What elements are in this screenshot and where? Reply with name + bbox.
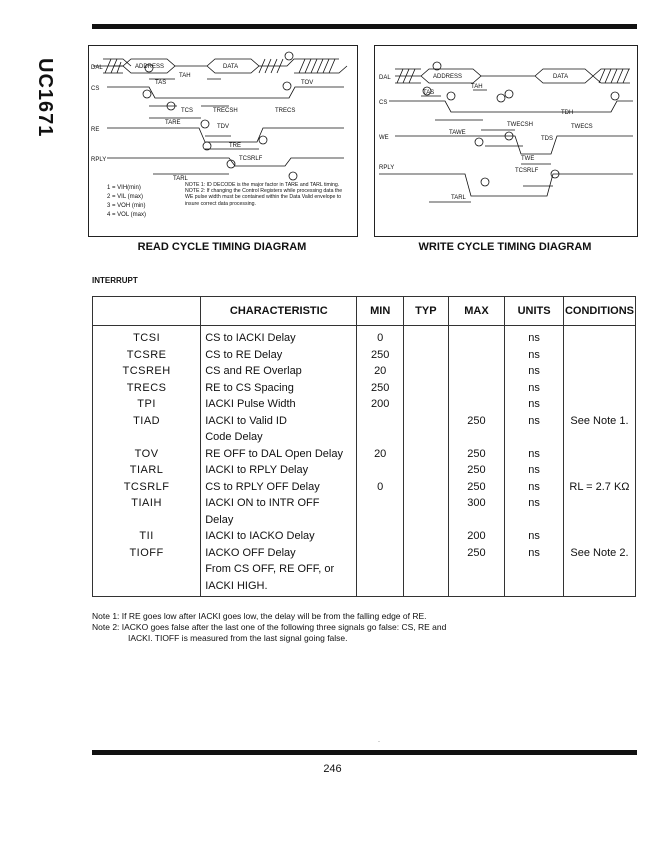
cell-units: ns <box>505 415 564 432</box>
header-min: MIN <box>357 297 404 326</box>
header-typ: TYP <box>404 297 449 326</box>
cell-typ <box>404 398 449 415</box>
tah-label: TAH <box>179 73 191 79</box>
w-twecsh-label: TWECSH <box>507 122 533 128</box>
table-row <box>93 448 636 465</box>
cell-max: 250 <box>448 415 505 432</box>
cell-max <box>448 349 505 366</box>
tre-label: TRE <box>229 143 241 149</box>
cell-characteristic: CS to RPLY OFF Delay <box>201 481 357 498</box>
read-note-1: NOTE 1: ID DECODE is the major factor in TARE and TARL timing. <box>185 182 340 188</box>
cell-characteristic: IACKI to Valid ID <box>201 415 357 432</box>
w-dal-signal-label: DAL <box>379 75 391 81</box>
cell-symbol: TCSI <box>93 332 201 349</box>
cell-characteristic: IACKI to IACKO Delay <box>201 530 357 547</box>
cell-characteristic: CS to IACKI Delay <box>201 332 357 349</box>
cell-min: 20 <box>357 448 404 465</box>
cell-conditions <box>563 365 635 382</box>
table-row <box>93 580 636 597</box>
cell-max <box>448 563 505 580</box>
address-bus-label: ADDRESS <box>135 64 165 70</box>
cell-characteristic: IACKI to RPLY Delay <box>201 464 357 481</box>
cell-symbol: TRECS <box>93 382 201 399</box>
table-row <box>93 382 636 399</box>
cell-typ <box>404 547 449 564</box>
notes <box>92 611 637 644</box>
cell-min: 250 <box>357 349 404 366</box>
header-characteristic: CHARACTERISTIC <box>201 297 357 326</box>
cell-typ <box>404 431 449 448</box>
cell-max: 250 <box>448 547 505 564</box>
cell-symbol: TPI <box>93 398 201 415</box>
cell-units <box>505 563 564 580</box>
w-address-bus-label: ADDRESS <box>433 74 463 80</box>
write-cycle-waveforms <box>375 46 637 236</box>
cell-conditions <box>563 497 635 514</box>
table-row <box>93 563 636 580</box>
cell-symbol: TII <box>93 530 201 547</box>
cell-typ <box>404 497 449 514</box>
cell-min: 0 <box>357 481 404 498</box>
w-rply-signal-label: RPLY <box>379 165 395 171</box>
cell-characteristic: IACKI ON to INTR OFF <box>201 497 357 514</box>
cell-units: ns <box>505 398 564 415</box>
cell-min: 0 <box>357 332 404 349</box>
cell-conditions <box>563 448 635 465</box>
cs-signal-label: CS <box>91 86 100 92</box>
cell-symbol: TIAIH <box>93 497 201 514</box>
header-max: MAX <box>448 297 505 326</box>
cell-typ <box>404 563 449 580</box>
cell-characteristic: IACKI HIGH. <box>201 580 357 597</box>
cell-max <box>448 398 505 415</box>
w-tcsrlf-label: TCSRLF <box>515 168 539 174</box>
page-number: 246 <box>323 763 342 775</box>
cell-units <box>505 580 564 597</box>
read-note-2: NOTE 2: If changing the Control Registers while processing data the WE pulse width must be contained within the Data Valid envelope to insure correct data processing. <box>185 188 343 207</box>
w-tawe-label: TAWE <box>449 130 466 136</box>
cell-conditions <box>563 332 635 349</box>
cell-units: ns <box>505 382 564 399</box>
cell-max <box>448 514 505 531</box>
w-tas-label: TAS <box>423 90 435 96</box>
cell-conditions <box>563 382 635 399</box>
cell-max: 200 <box>448 530 505 547</box>
cell-conditions: See Note 2. <box>563 547 635 564</box>
cell-characteristic: Delay <box>201 514 357 531</box>
cell-typ <box>404 332 449 349</box>
cell-symbol: TCSRE <box>93 349 201 366</box>
cell-max <box>448 332 505 349</box>
w-twecs-label: TWECS <box>571 124 593 130</box>
cell-symbol: TIAD <box>93 415 201 432</box>
cell-characteristic: Code Delay <box>201 431 357 448</box>
table-row <box>93 530 636 547</box>
header-conditions: CONDITIONS <box>563 297 635 326</box>
cell-units: ns <box>505 497 564 514</box>
cell-typ <box>404 530 449 547</box>
re-signal-label: RE <box>91 127 100 133</box>
write-cycle-diagram <box>374 45 638 237</box>
table-row <box>93 349 636 366</box>
cell-conditions <box>563 563 635 580</box>
w-tdh-label: TDH <box>561 110 574 116</box>
cell-symbol: TIOFF <box>93 547 201 564</box>
cell-units: ns <box>505 464 564 481</box>
data-bus-label: DATA <box>223 64 239 70</box>
tcsrlf-label: TCSRLF <box>239 156 263 162</box>
w-tarl-label: TARL <box>451 195 466 201</box>
rply-signal-label: RPLY <box>91 157 107 163</box>
cell-conditions <box>563 431 635 448</box>
trecsh-label: TRECSH <box>213 108 238 114</box>
cell-symbol: TCSRLF <box>93 481 201 498</box>
cell-min <box>357 497 404 514</box>
w-tds-label: TDS <box>541 136 553 142</box>
cell-symbol <box>93 563 201 580</box>
cell-conditions <box>563 530 635 547</box>
cell-characteristic: IACKO OFF Delay <box>201 547 357 564</box>
cell-min <box>357 431 404 448</box>
cell-max: 250 <box>448 448 505 465</box>
note-2-cont: IACKI. TIOFF is measured from the last signal going false. <box>128 633 348 643</box>
cell-characteristic: CS and RE Overlap <box>201 365 357 382</box>
tas-label: TAS <box>155 80 167 86</box>
cell-conditions <box>563 464 635 481</box>
cell-units: ns <box>505 332 564 349</box>
cell-units: ns <box>505 448 564 465</box>
trecs-label: TRECS <box>275 108 296 114</box>
cell-typ <box>404 481 449 498</box>
table-row <box>93 431 636 448</box>
tdv-label: TDV <box>217 124 229 130</box>
cell-characteristic: From CS OFF, RE OFF, or <box>201 563 357 580</box>
w-cs-signal-label: CS <box>379 100 388 106</box>
cell-max <box>448 431 505 448</box>
cell-units: ns <box>505 547 564 564</box>
cell-min <box>357 415 404 432</box>
cell-typ <box>404 580 449 597</box>
cell-min <box>357 580 404 597</box>
tarl-label: TARL <box>173 176 188 182</box>
table-header-row <box>93 297 636 326</box>
cell-conditions: See Note 1. <box>563 415 635 432</box>
cell-max <box>448 365 505 382</box>
table-row <box>93 332 636 349</box>
read-cycle-diagram <box>88 45 358 237</box>
cell-symbol <box>93 580 201 597</box>
legend-2: 2 = VIL (max) <box>107 194 143 200</box>
cell-min <box>357 547 404 564</box>
tare-label: TARE <box>165 120 181 126</box>
cell-max: 250 <box>448 464 505 481</box>
cell-conditions <box>563 349 635 366</box>
cell-typ <box>404 415 449 432</box>
table-row <box>93 497 636 514</box>
cell-conditions: RL = 2.7 KΩ <box>563 481 635 498</box>
cell-min <box>357 464 404 481</box>
cell-units: ns <box>505 481 564 498</box>
characteristics-table <box>92 296 636 597</box>
w-tah-label: TAH <box>471 84 483 90</box>
read-cycle-waveforms <box>89 46 357 236</box>
cell-typ <box>404 514 449 531</box>
cell-max: 250 <box>448 481 505 498</box>
cell-units: ns <box>505 530 564 547</box>
write-cycle-caption: WRITE CYCLE TIMING DIAGRAM <box>418 241 592 253</box>
table-row <box>93 464 636 481</box>
cell-max <box>448 382 505 399</box>
table-row <box>93 365 636 382</box>
cell-max <box>448 580 505 597</box>
cell-units: ns <box>505 349 564 366</box>
part-number-side-title: UC1671 <box>34 58 56 138</box>
stray-mark: · <box>378 739 380 745</box>
cell-min: 200 <box>357 398 404 415</box>
cell-characteristic: RE OFF to DAL Open Delay <box>201 448 357 465</box>
cell-symbol: TOV <box>93 448 201 465</box>
note-2: Note 2: IACKO goes false after the last one of the following three signals go false: CS, RE and <box>92 622 447 632</box>
cell-min <box>357 514 404 531</box>
cell-units: ns <box>505 365 564 382</box>
bottom-rule <box>92 750 637 755</box>
cell-symbol <box>93 514 201 531</box>
read-cycle-caption: READ CYCLE TIMING DIAGRAM <box>137 241 307 253</box>
w-we-signal-label: WE <box>379 135 389 141</box>
cell-min: 20 <box>357 365 404 382</box>
legend-3: 3 = VOH (min) <box>107 203 146 209</box>
cell-units <box>505 431 564 448</box>
dal-signal-label: DAL <box>91 65 103 71</box>
w-twe-label: TWE <box>521 156 535 162</box>
cell-characteristic: CS to RE Delay <box>201 349 357 366</box>
tcs-label: TCS <box>181 108 193 114</box>
cell-typ <box>404 349 449 366</box>
top-rule <box>92 24 637 29</box>
table-row <box>93 514 636 531</box>
legend-4: 4 = VOL (max) <box>107 212 146 218</box>
header-symbol <box>93 297 201 326</box>
cell-typ <box>404 464 449 481</box>
cell-symbol <box>93 431 201 448</box>
cell-symbol: TCSREH <box>93 365 201 382</box>
cell-min <box>357 563 404 580</box>
cell-symbol: TIARL <box>93 464 201 481</box>
cell-typ <box>404 365 449 382</box>
note-1: Note 1: If RE goes low after IACKI goes low, the delay will be from the falling edge of RE. <box>92 611 427 621</box>
cell-typ <box>404 382 449 399</box>
cell-conditions <box>563 398 635 415</box>
table-row <box>93 398 636 415</box>
cell-max: 300 <box>448 497 505 514</box>
cell-characteristic: IACKI Pulse Width <box>201 398 357 415</box>
table-row <box>93 415 636 432</box>
cell-min: 250 <box>357 382 404 399</box>
table-row <box>93 481 636 498</box>
table-row <box>93 547 636 564</box>
section-label: INTERRUPT <box>92 276 138 285</box>
header-units: UNITS <box>505 297 564 326</box>
tov-label: TOV <box>301 80 314 86</box>
cell-conditions <box>563 580 635 597</box>
legend-1: 1 = VIH(min) <box>107 185 141 191</box>
cell-min <box>357 530 404 547</box>
w-data-bus-label: DATA <box>553 74 569 80</box>
cell-typ <box>404 448 449 465</box>
cell-characteristic: RE to CS Spacing <box>201 382 357 399</box>
cell-units <box>505 514 564 531</box>
cell-conditions <box>563 514 635 531</box>
